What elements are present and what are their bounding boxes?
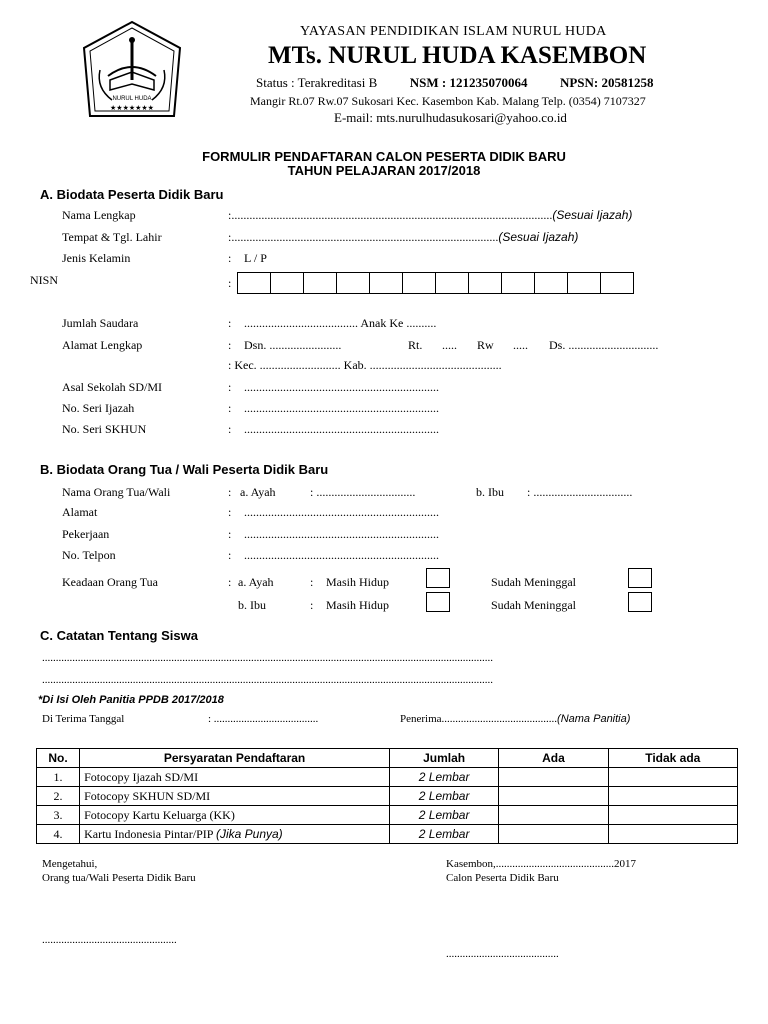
ayah-meninggal-label: Sudah Meninggal [491,575,576,589]
sign-left-line1: Mengetahui, [42,858,98,870]
row-tidak-ada-cell[interactable] [608,787,737,806]
row-ada-cell[interactable] [499,787,608,806]
col-tidak-ada: Tidak ada [608,749,737,768]
foundation-name: YAYASAN PENDIDIKAN ISLAM NURUL HUDA [300,24,607,39]
row-requirement: Fotocopy SKHUN SD/MI [80,787,390,806]
ortu-label: Nama Orang Tua/Wali [62,485,171,499]
ortu-colon: : [228,485,232,499]
diterima-label: Di Terima Tanggal [42,713,125,725]
form-subtitle: TAHUN PELAJARAN 2017/2018 [287,163,481,178]
ibu-label: b. Ibu [476,485,504,499]
nsm-number: NSM : 121235070064 [409,75,528,90]
keadaan-ibu-label: b. Ibu [238,598,266,612]
keadaan-ayah-label: a. Ayah [238,575,274,589]
section-a-heading: A. Biodata Peserta Didik Baru [40,187,224,202]
row-jumlah: 2 Lembar [389,768,498,787]
col-persyaratan: Persyaratan Pendaftaran [80,749,390,768]
nama-field[interactable]: :...........................................................................................................(Sesuai Ijazah) [228,208,633,222]
keadaan-ibu-colon: : [310,598,314,612]
sign-left-field[interactable]: ................................................. [42,934,177,946]
col-ada: Ada [499,749,608,768]
row-ada-cell[interactable] [499,768,608,787]
alamat-dsn-field[interactable]: Dsn. ........................ [244,338,342,352]
table-header-row [37,749,738,768]
ayah-field[interactable]: : ................................. [310,485,416,499]
alamat-rt-label: Rt. [408,338,423,352]
table-row [37,787,738,806]
diterima-field[interactable]: : ...................................... [208,713,319,725]
row-jumlah: 2 Lembar [389,787,498,806]
row-jumlah: 2 Lembar [389,825,498,844]
ijazah-field[interactable]: ................................................................. [244,401,439,415]
school-email: E-mail: mts.nurulhudasukosari@yahoo.co.id [334,110,567,125]
nisn-digit-box[interactable] [534,272,568,294]
row-no: 3. [37,806,80,825]
nisn-digit-box[interactable] [303,272,337,294]
telpon-colon: : [228,548,232,562]
penerima-note: (Nama Panitia) [557,713,631,725]
asal-sekolah-colon: : [228,380,232,394]
table-row [37,768,738,787]
ttl-note: (Sesuai Ijazah) [498,230,579,244]
catatan-line-1[interactable]: .................................................................................................................................................................... [42,652,493,664]
ayah-label: a. Ayah [240,485,276,499]
ayah-meninggal-checkbox[interactable] [628,568,652,588]
ortu-alamat-label: Alamat [62,505,98,519]
keadaan-label: Keadaan Orang Tua [62,575,158,589]
asal-sekolah-field[interactable]: ................................................................. [244,380,439,394]
nisn-digit-box[interactable] [501,272,535,294]
nisn-digit-box[interactable] [336,272,370,294]
row-requirement: Fotocopy Ijazah SD/MI [80,768,390,787]
nisn-digit-box[interactable] [600,272,634,294]
school-logo [78,18,186,126]
row-requirement: Fotocopy Kartu Keluarga (KK) [80,806,390,825]
sign-left-line2: Orang tua/Wali Peserta Didik Baru [42,872,196,884]
ibu-hidup-label: Masih Hidup [326,598,389,612]
skhun-colon: : [228,422,232,436]
section-b-heading: B. Biodata Orang Tua / Wali Peserta Didik Baru [40,462,329,477]
nisn-digit-box[interactable] [369,272,403,294]
row-no: 4. [37,825,80,844]
telpon-label: No. Telpon [62,548,116,562]
ttl-field[interactable]: :.........................................................................................(Sesuai Ijazah) [228,230,579,244]
row-tidak-ada-cell[interactable] [608,806,737,825]
sign-right-field[interactable]: ......................................... [446,948,559,960]
requirements-table [36,748,738,844]
nama-note: (Sesuai Ijazah) [552,208,633,222]
accreditation-status: Status : Terakreditasi B [256,75,378,90]
ayah-hidup-checkbox[interactable] [426,568,450,588]
row-tidak-ada-cell[interactable] [608,768,737,787]
nisn-digit-box[interactable] [435,272,469,294]
row-tidak-ada-cell[interactable] [608,825,737,844]
alamat-rw-field[interactable]: ..... [513,338,528,352]
row-ada-cell[interactable] [499,825,608,844]
ibu-hidup-checkbox[interactable] [426,592,450,612]
row-no: 2. [37,787,80,806]
ayah-hidup-label: Masih Hidup [326,575,389,589]
skhun-field[interactable]: ................................................................. [244,422,439,436]
table-row [37,825,738,844]
row-jumlah: 2 Lembar [389,806,498,825]
sign-right-line1: Kasembon,...........................................2017 [446,858,637,870]
ttl-label: Tempat & Tgl. Lahir [62,230,162,244]
nisn-digit-box[interactable] [468,272,502,294]
telpon-field[interactable]: ................................................................. [244,548,439,562]
saudara-field[interactable]: ...................................... Anak Ke .......... [244,316,437,330]
ijazah-label: No. Seri Ijazah [62,401,135,415]
col-jumlah: Jumlah [389,749,498,768]
jk-colon: : [228,251,232,265]
alamat-rw-label: Rw [477,338,494,352]
nisn-digit-box[interactable] [270,272,304,294]
penerima-field[interactable]: Penerima..........................................(Nama Panitia) [400,713,631,725]
ortu-alamat-field[interactable]: ................................................................. [244,505,439,519]
ijazah-colon: : [228,401,232,415]
ortu-alamat-colon: : [228,505,232,519]
ibu-meninggal-checkbox[interactable] [628,592,652,612]
alamat-ds-field[interactable]: Ds. .............................. [549,338,659,352]
alamat-rt-field[interactable]: ..... [442,338,457,352]
catatan-line-2[interactable]: .................................................................................................................................................................... [42,674,493,686]
asal-sekolah-label: Asal Sekolah SD/MI [62,380,162,394]
row-requirement: Kartu Indonesia Pintar/PIP (Jika Punya) [80,825,390,844]
nisn-colon: : [228,276,232,290]
nisn-digit-box[interactable] [402,272,436,294]
ibu-meninggal-label: Sudah Meninggal [491,598,576,612]
school-name: MTs. NURUL HUDA KASEMBON [268,42,647,69]
svg-text:★★★★★★★: ★★★★★★★ [110,104,154,112]
sign-right-line2: Calon Peserta Didik Baru [446,872,559,884]
nisn-input[interactable] [237,272,633,294]
keadaan-ayah-colon: : [310,575,314,589]
table-row [37,806,738,825]
pekerjaan-field[interactable]: ................................................................. [244,527,439,541]
ibu-field[interactable]: : ................................. [527,485,633,499]
alamat-kec-kab-field[interactable]: : Kec. ........................... Kab. ............................................ [228,358,502,372]
jk-field[interactable]: L / P [244,251,267,265]
row-requirement-note: (Jika Punya) [215,826,283,841]
skhun-label: No. Seri SKHUN [62,422,147,436]
jk-label: Jenis Kelamin [62,251,131,265]
keadaan-colon: : [228,575,232,589]
npsn-number: NPSN: 20581258 [559,75,654,90]
saudara-label: Jumlah Saudara [62,316,139,330]
nisn-digit-box[interactable] [237,272,271,294]
nama-label: Nama Lengkap [62,208,136,222]
row-ada-cell[interactable] [499,806,608,825]
alamat-label: Alamat Lengkap [62,338,143,352]
nisn-label: NISN [30,273,59,287]
saudara-colon: : [228,316,232,330]
row-no: 1. [37,768,80,787]
panitia-heading: *Di Isi Oleh Panitia PPDB 2017/2018 [38,694,224,706]
col-no: No. [37,749,80,768]
status-line [256,75,654,91]
pekerjaan-label: Pekerjaan [62,527,110,541]
section-c-heading: C. Catatan Tentang Siswa [40,628,198,643]
school-address: Mangir Rt.07 Rw.07 Sukosari Kec. Kasembon Kab. Malang Telp. (0354) 7107327 [250,94,646,108]
form-title: FORMULIR PENDAFTARAN CALON PESERTA DIDIK BARU [202,149,566,164]
nisn-digit-box[interactable] [567,272,601,294]
pekerjaan-colon: : [228,527,232,541]
svg-text:NURUL HUDA: NURUL HUDA [112,96,152,102]
alamat-colon: : [228,338,232,352]
